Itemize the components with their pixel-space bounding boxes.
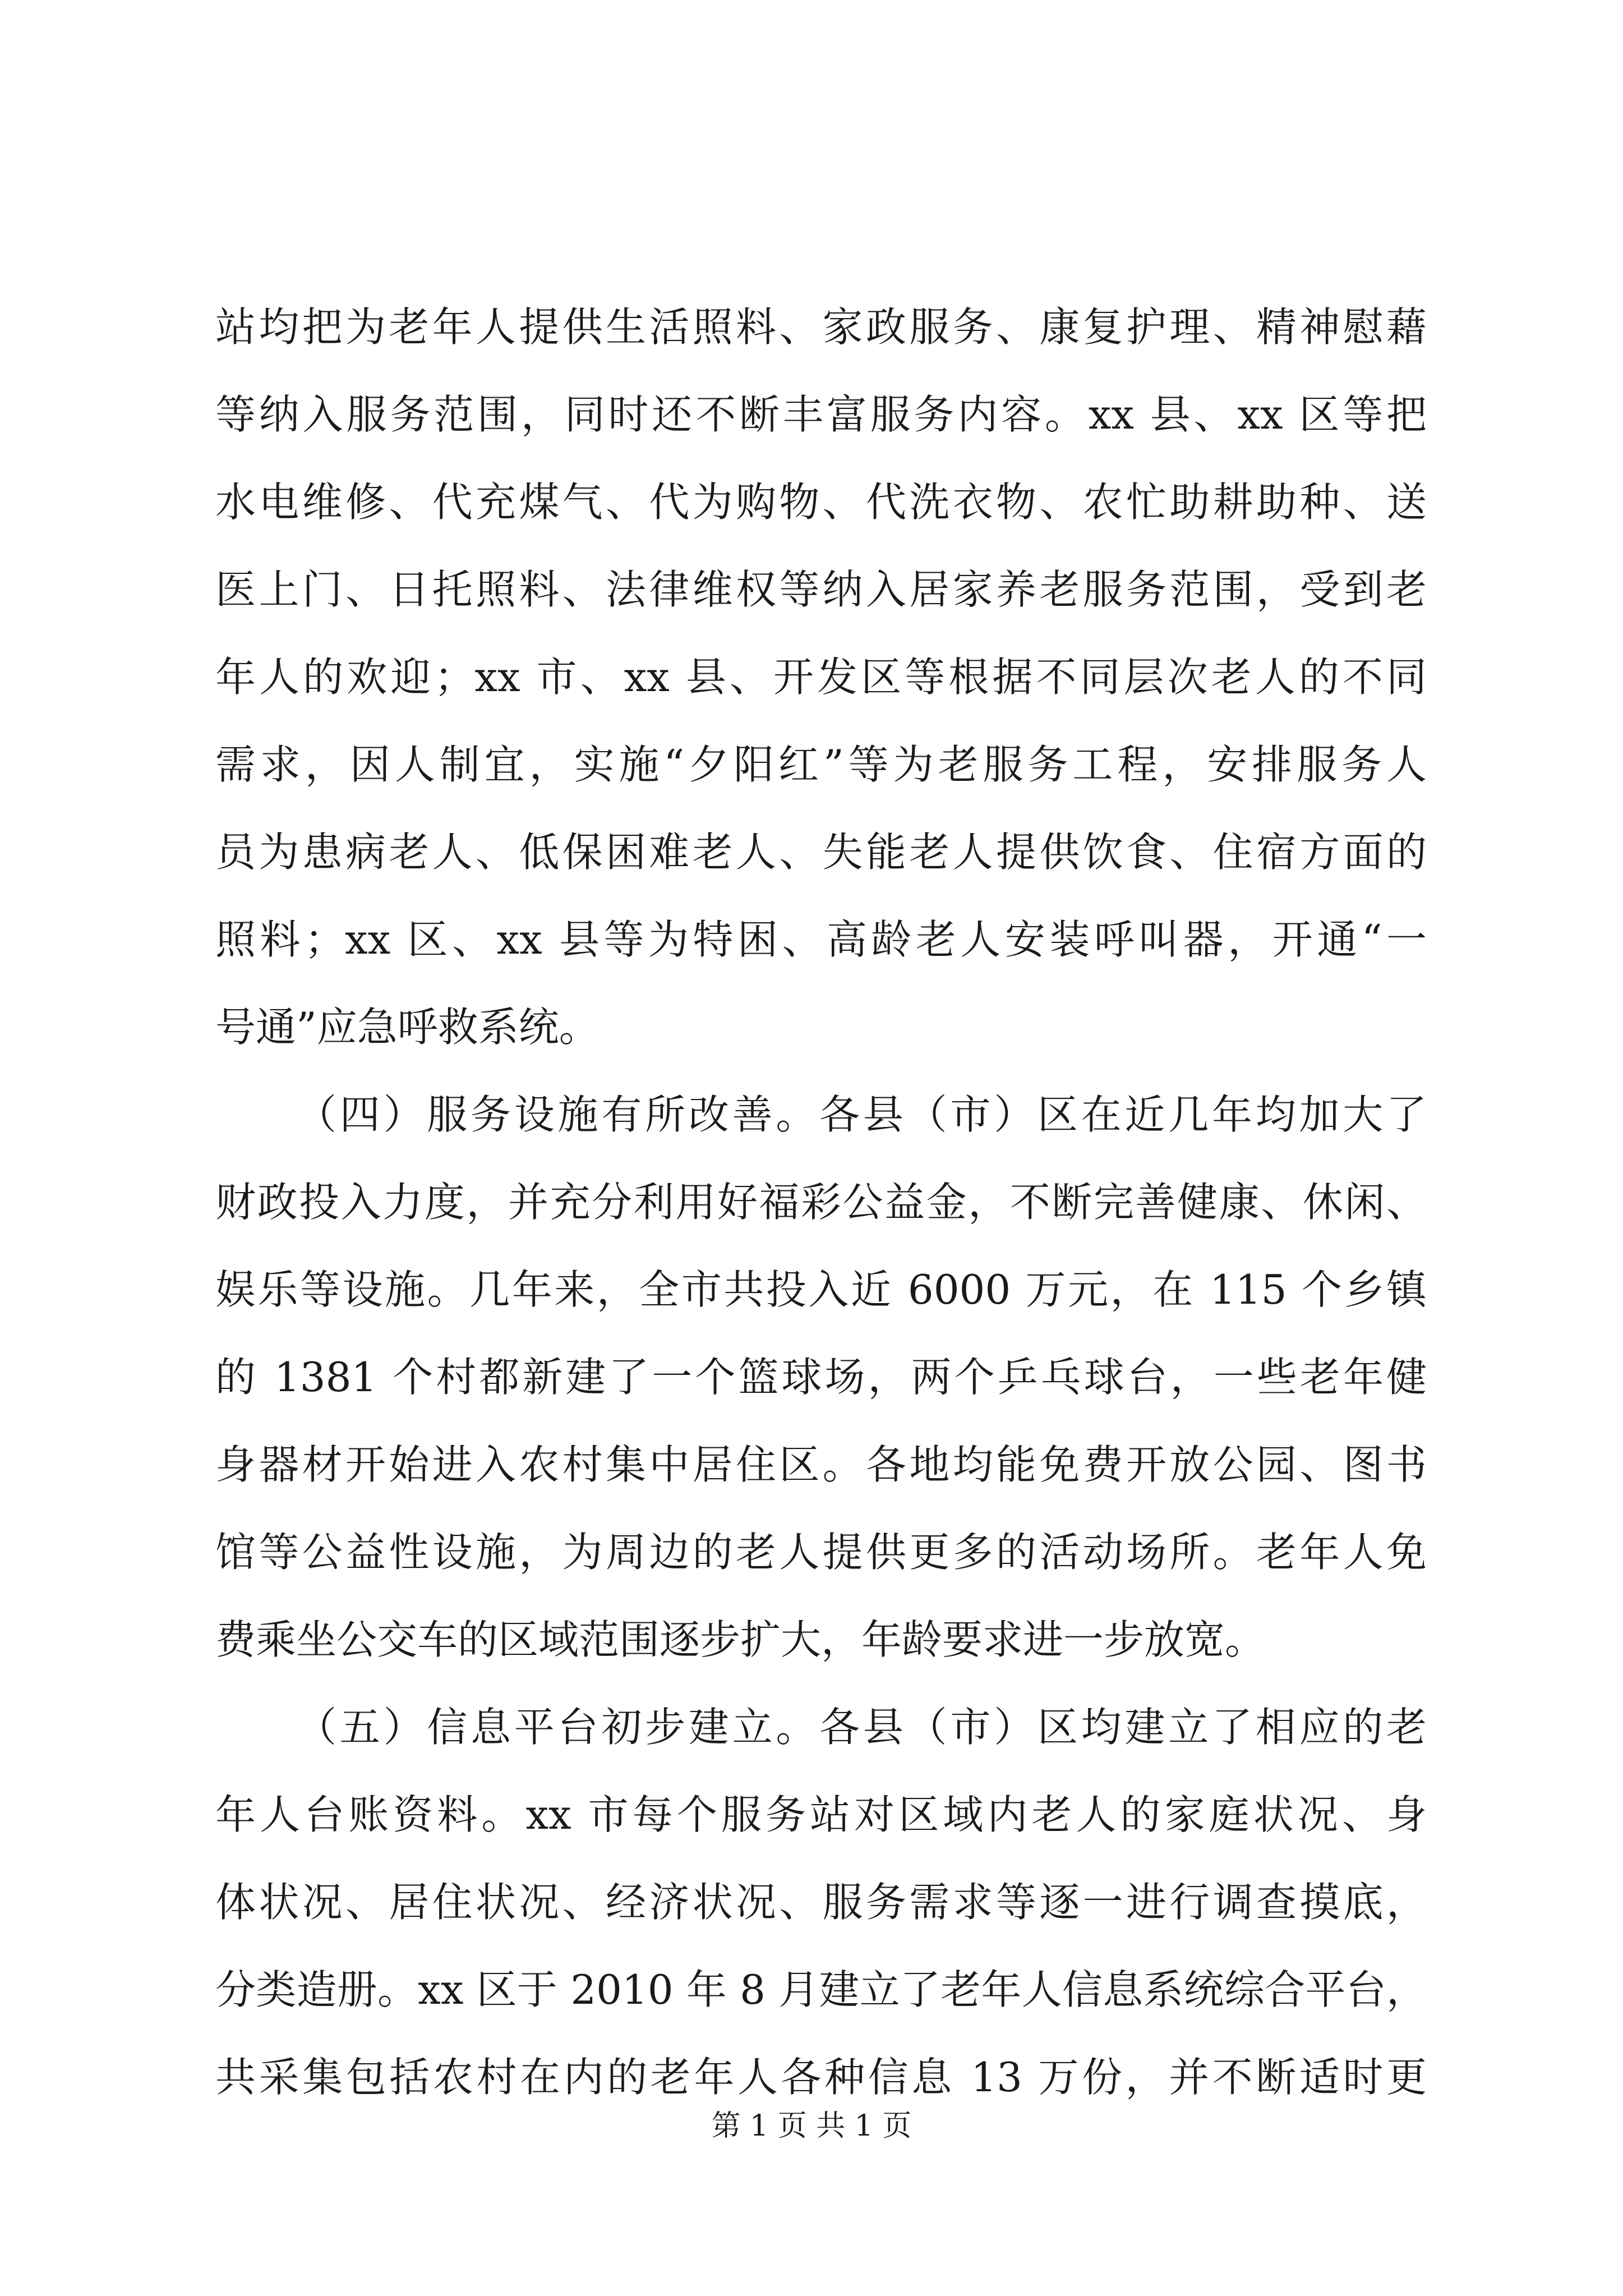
text-line: 员为患病老人、低保困难老人、失能老人提供饮食、住宿方面的 bbox=[215, 829, 1427, 876]
text-line: 娱乐等设施。几年来，全市共投入近 6000 万元，在 115 个乡镇 bbox=[215, 1266, 1427, 1313]
text-line: （四）服务设施有所改善。各县（市）区在近几年均加大了 bbox=[296, 1091, 1427, 1138]
text-line: 费乘坐公交车的区域范围逐步扩大，年龄要求进一步放宽。 bbox=[215, 1616, 1266, 1663]
text-line: 等纳入服务范围，同时还不断丰富服务内容。xx 县、xx 区等把 bbox=[215, 391, 1427, 438]
text-line: 照料；xx 区、xx 县等为特困、高龄老人安装呼叫器，开通“一 bbox=[215, 916, 1427, 963]
text-line: 体状况、居住状况、经济状况、服务需求等逐一进行调查摸底， bbox=[215, 1879, 1427, 1926]
text-line: 年人台账资料。xx 市每个服务站对区域内老人的家庭状况、身 bbox=[215, 1791, 1427, 1838]
body-text bbox=[215, 283, 1427, 2121]
text-line: 需求，因人制宜，实施“夕阳红”等为老服务工程，安排服务人 bbox=[215, 741, 1427, 788]
text-line: 的 1381 个村都新建了一个篮球场，两个乒乓球台，一些老年健 bbox=[215, 1354, 1427, 1401]
text-line: 身器材开始进入农村集中居住区。各地均能免费开放公园、图书 bbox=[215, 1441, 1427, 1488]
text-line: 水电维修、代充煤气、代为购物、代洗衣物、农忙助耕助种、送 bbox=[215, 478, 1427, 526]
text-line: 共采集包括农村在内的老年人各种信息 13 万份，并不断适时更 bbox=[215, 2054, 1427, 2101]
page-number-footer: 第 1 页 共 1 页 bbox=[711, 2109, 912, 2143]
text-line: （五）信息平台初步建立。各县（市）区均建立了相应的老 bbox=[296, 1704, 1427, 1751]
text-line: 分类造册。xx 区于 2010 年 8 月建立了老年人信息系统综合平台， bbox=[215, 1966, 1427, 2013]
text-line: 医上门、日托照料、法律维权等纳入居家养老服务范围，受到老 bbox=[215, 566, 1427, 613]
text-line: 馆等公益性设施，为周边的老人提供更多的活动场所。老年人免 bbox=[215, 1529, 1427, 1576]
text-line: 财政投入力度，并充分利用好福彩公益金，不断完善健康、休闲、 bbox=[215, 1179, 1427, 1226]
text-line: 号通”应急呼救系统。 bbox=[215, 1004, 600, 1051]
text-line: 站均把为老年人提供生活照料、家政服务、康复护理、精神慰藉 bbox=[215, 303, 1427, 351]
text-line: 年人的欢迎；xx 市、xx 县、开发区等根据不同层次老人的不同 bbox=[215, 654, 1427, 701]
